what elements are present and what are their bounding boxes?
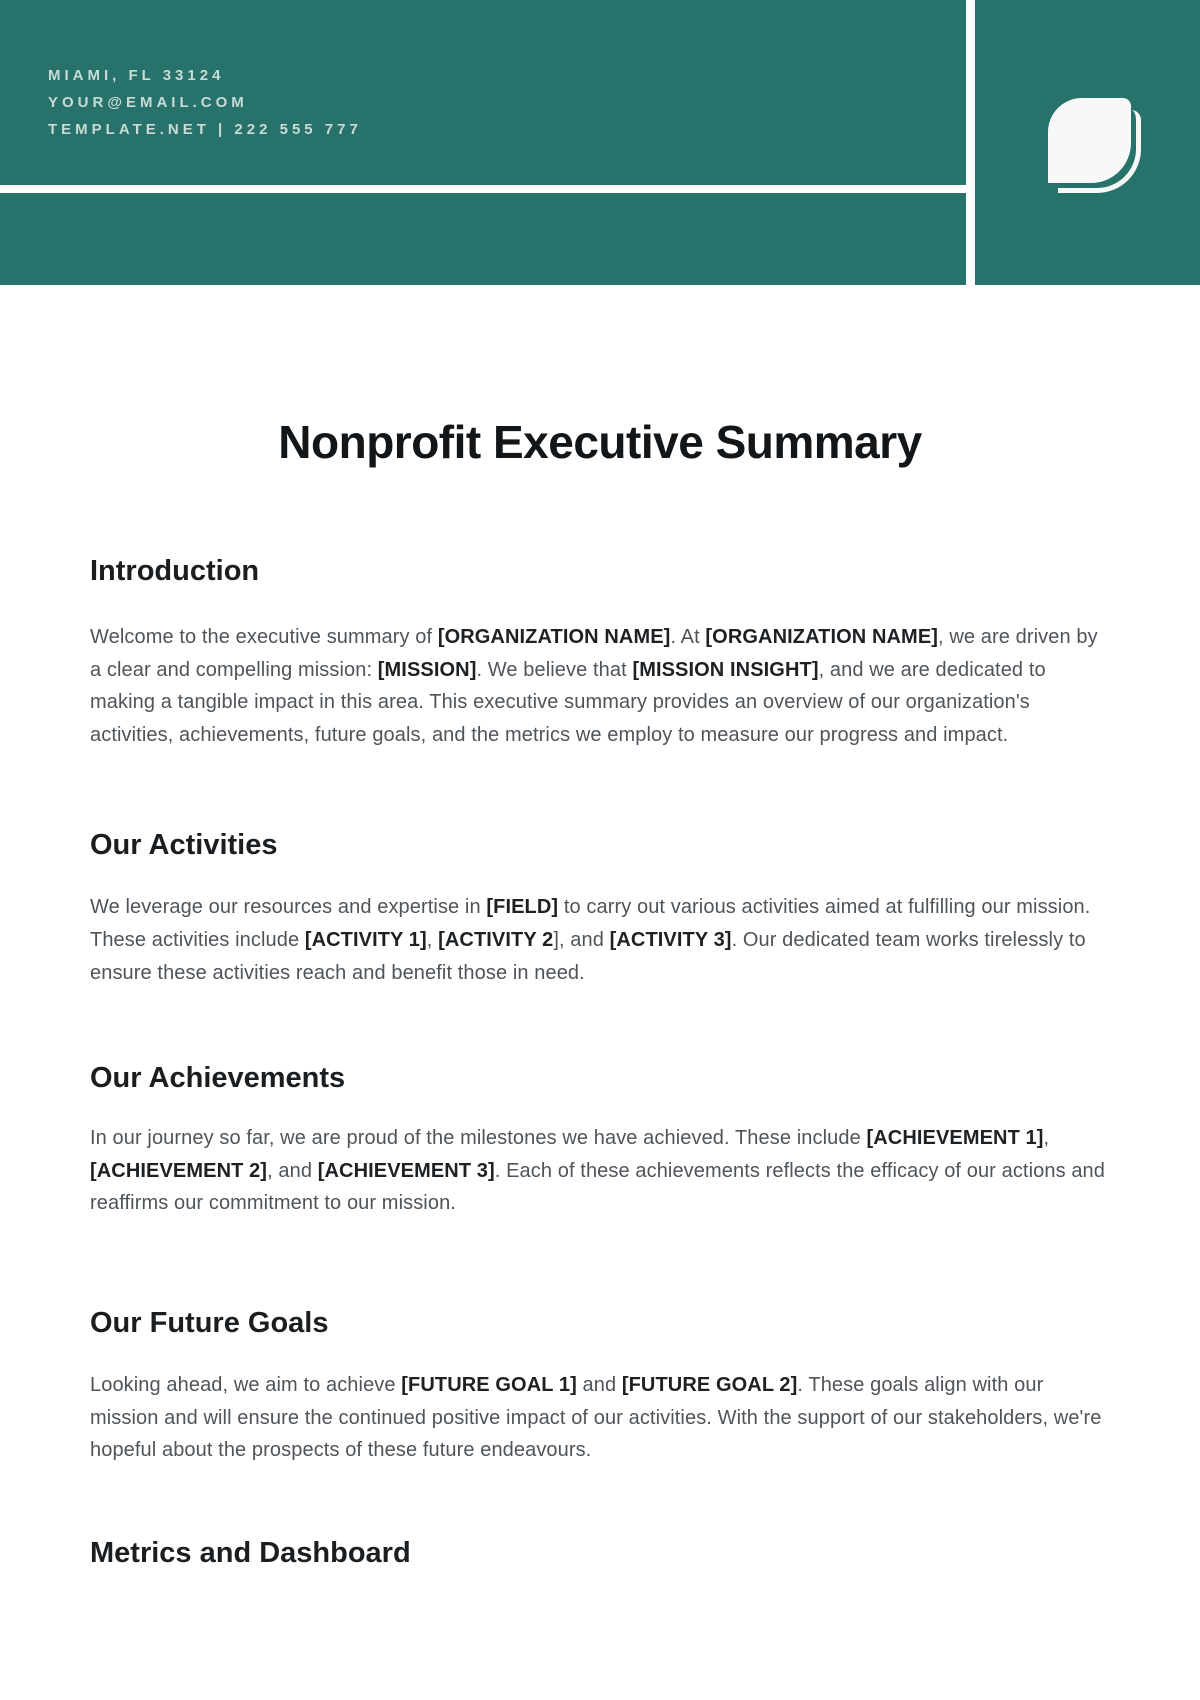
placeholder-token: [FUTURE GOAL 1]	[401, 1373, 577, 1396]
leaf-logo-icon	[1048, 98, 1143, 194]
contact-line-address: MIAMI, FL 33124	[48, 67, 225, 84]
placeholder-token: [FUTURE GOAL 2]	[621, 1373, 798, 1396]
header-horizontal-divider	[0, 185, 966, 193]
placeholder-token: [ACHIEVEMENT 1]	[866, 1127, 1044, 1150]
document-section	[90, 553, 1110, 751]
placeholder-token: [ORGANIZATION NAME]	[705, 626, 939, 648]
text-segment: . Our dedicated team works tirelessly to ensure these activities reach and benefit those in need.	[90, 928, 1086, 984]
placeholder-token: [ACHIEVEMENT 2]	[90, 1159, 268, 1182]
section-heading: Metrics and Dashboard	[90, 1536, 411, 1569]
text-segment: ,	[1043, 1127, 1050, 1150]
section-paragraph	[90, 621, 1110, 751]
document-section	[90, 827, 1110, 989]
section-heading: Our Future Goals	[90, 1306, 329, 1339]
placeholder-token: [ACTIVITY 2	[438, 928, 554, 951]
text-segment: Welcome to the executive summary of	[90, 626, 438, 648]
text-segment: Looking ahead, we aim to achieve	[90, 1373, 402, 1396]
placeholder-token: [ACTIVITY 3]	[609, 928, 732, 951]
text-segment: . At	[670, 626, 706, 648]
section-heading: Our Achievements	[90, 1062, 346, 1095]
text-segment: , and we are dedicated to making a tangible impact in this area. This executive summary provides an overview of our organization's activities, achievements, future goals, and the metrics we employ to measure our progress and impact.	[90, 658, 1046, 746]
leaf-shape	[1048, 98, 1131, 183]
document-section	[90, 1060, 1110, 1220]
text-segment: and	[576, 1373, 622, 1396]
placeholder-token: [MISSION INSIGHT]	[632, 658, 819, 681]
section-paragraph	[90, 1122, 1110, 1220]
contact-line-website-phone: TEMPLATE.NET | 222 555 777	[48, 121, 362, 138]
document-section	[90, 1305, 1110, 1467]
placeholder-token: [ORGANIZATION NAME]	[437, 626, 671, 648]
header-band	[0, 0, 1200, 285]
placeholder-token: [ACTIVITY 1]	[304, 928, 427, 951]
section-heading: Our Activities	[90, 829, 278, 862]
section-paragraph	[90, 891, 1110, 989]
placeholder-token: [MISSION]	[377, 658, 477, 681]
text-segment: ,	[426, 928, 439, 951]
text-segment: ], and	[553, 928, 610, 951]
sections-container	[90, 553, 1110, 1571]
header-vertical-divider	[966, 0, 975, 285]
document-section	[90, 1535, 1110, 1571]
text-segment: , and	[267, 1159, 318, 1182]
section-heading: Introduction	[90, 555, 260, 587]
text-segment: , we are driven by a clear and compelling mission:	[90, 626, 1098, 681]
contact-info	[48, 62, 362, 143]
text-segment: . These goals align with our mission and will ensure the continued positive impact of our activities. With the support of our stakeholders, we're hopeful about the prospects of these future endeavours.	[90, 1373, 1102, 1462]
text-segment: to carry out various activities aimed at fulfilling our mission. These activities include	[90, 896, 1091, 951]
placeholder-token: [FIELD]	[486, 896, 559, 919]
text-segment: . Each of these achievements reflects the efficacy of our actions and reaffirms our commitment to our mission.	[90, 1159, 1105, 1215]
placeholder-token: [ACHIEVEMENT 3]	[317, 1159, 495, 1182]
text-segment: In our journey so far, we are proud of the milestones we have achieved. These include	[90, 1127, 867, 1150]
text-segment: We leverage our resources and expertise in	[90, 896, 487, 919]
contact-line-email: YOUR@EMAIL.COM	[48, 94, 248, 111]
page-title: Nonprofit Executive Summary	[278, 416, 922, 468]
text-segment: . We believe that	[476, 658, 633, 681]
document-body	[0, 415, 1200, 1571]
section-paragraph	[90, 1369, 1110, 1467]
